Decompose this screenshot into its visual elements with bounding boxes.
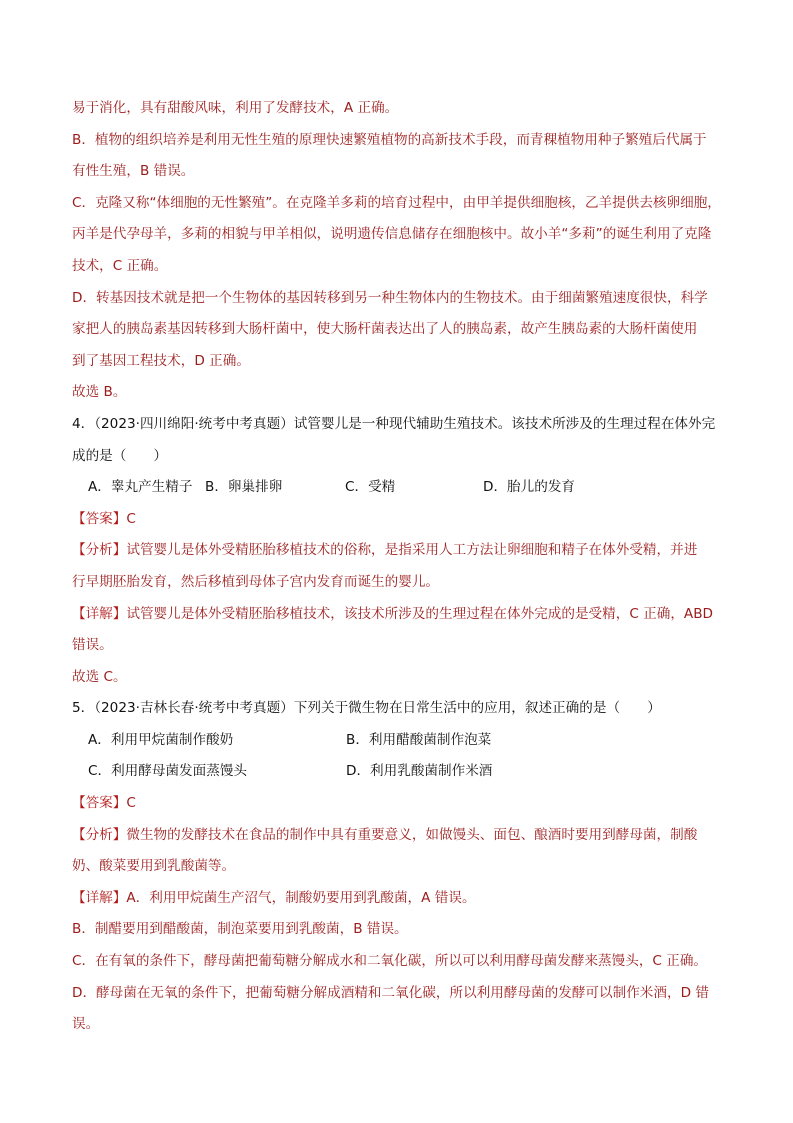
q4-detail-tag: 【详解】 bbox=[72, 605, 127, 622]
q5-detail-line-1 bbox=[72, 888, 724, 909]
q5-options-row-2 bbox=[72, 761, 724, 782]
q3-line-1: 易于消化，具有甜酸风味，利用了发酵技术，A 正确。 bbox=[72, 100, 399, 116]
q3-line-2: B．植物的组织培养是利用无性生殖的原理快速繁殖植物的高新技术手段，而青稞植物用种子繁殖后代属于 bbox=[72, 131, 707, 148]
q3-line-4: C．克隆又称“体细胞的无性繁殖”。在克隆羊多莉的培育过程中，由甲羊提供细胞核，乙羊提供去核卵细胞， bbox=[72, 194, 721, 211]
q5-detail-line-3: C．在有氧的条件下，酵母菌把葡萄糖分解成水和二氧化碳，所以可以利用酵母菌发酵来蒸馒头，C 正确。 bbox=[72, 953, 708, 970]
q4-stem-line-1: 4．（2023·四川绵阳·统考中考真题）试管婴儿是一种现代辅助生殖技术。该技术所涉及的生理过程在体外完 bbox=[72, 415, 716, 432]
q4-answer-value: C bbox=[126, 510, 136, 527]
q4-options bbox=[72, 477, 724, 498]
q3-conclusion: 故选 B。 bbox=[72, 384, 127, 401]
question-5 bbox=[72, 698, 724, 1035]
q4-analysis-tag: 【分析】 bbox=[72, 542, 127, 559]
q4-conclusion: 故选 C。 bbox=[72, 668, 127, 685]
q5-detail-line-2: B．制醋要用到醋酸菌，制泡菜要用到乳酸菌，B 错误。 bbox=[72, 921, 408, 938]
q5-stem: 5．（2023·吉林长春·统考中考真题）下列关于微生物在日常生活中的应用，叙述正确的是（ ） bbox=[72, 700, 661, 717]
q5-answer bbox=[72, 793, 724, 814]
q5-options-row-1 bbox=[72, 730, 724, 751]
q3-line-9: 到了基因工程技术，D 正确。 bbox=[72, 352, 250, 369]
q4-option-a: A．睾丸产生精子 bbox=[88, 479, 193, 496]
q4-analysis-line-1 bbox=[72, 540, 724, 561]
q5-detail-text-1: A．利用甲烷菌生产沼气，制酸奶要用到乳酸菌，A 错误。 bbox=[126, 889, 476, 906]
q5-analysis-tag: 【分析】 bbox=[72, 826, 127, 843]
q5-option-a: A．利用甲烷菌制作酸奶 bbox=[88, 731, 234, 748]
q5-analysis-line-2: 奶、酸菜要用到乳酸菌等。 bbox=[72, 858, 236, 875]
q3-line-6: 技术，C 正确。 bbox=[72, 257, 168, 274]
q3-line-8: 家把人的胰岛素基因转移到大肠杆菌中，使大肠杆菌表达出了人的胰岛素，故产生胰岛素的大肠杆菌使用 bbox=[72, 321, 698, 338]
q4-analysis-line-2: 行早期胚胎发育，然后移植到母体子宫内发育而诞生的婴儿。 bbox=[72, 573, 440, 590]
q3-line-5: 丙羊是代孕母羊，多莉的相貌与甲羊相似，说明遗传信息储存在细胞核中。故小羊“多莉”的诞生利用了克隆 bbox=[72, 226, 712, 243]
q5-option-d: D．利用乳酸菌制作米酒 bbox=[346, 763, 493, 780]
question-4 bbox=[72, 414, 724, 688]
q5-analysis-text-1: 微生物的发酵技术在食品的制作中具有重要意义，如做馒头、面包、酿酒时要用到酵母菌，制酸 bbox=[126, 826, 698, 843]
q5-option-c: C．利用酵母菌发面蒸馒头 bbox=[88, 763, 248, 780]
q3-line-3: 有性生殖，B 错误。 bbox=[72, 163, 195, 180]
document-page bbox=[72, 98, 724, 1046]
q4-stem-line-2: 成的是（ ） bbox=[72, 447, 168, 464]
q4-detail-line-2: 错误。 bbox=[72, 637, 113, 654]
q3-explanation bbox=[72, 98, 724, 403]
q4-answer-tag: 【答案】 bbox=[72, 510, 127, 527]
q4-option-d: D．胎儿的发育 bbox=[483, 479, 576, 496]
q5-option-b: B．利用醋酸菌制作泡菜 bbox=[346, 731, 492, 748]
q4-option-b: B．卵巢排卵 bbox=[205, 479, 283, 496]
q4-detail-line-1 bbox=[72, 604, 724, 625]
q4-answer bbox=[72, 509, 724, 530]
q4-option-c: C．受精 bbox=[345, 479, 396, 496]
q3-line-7: D．转基因技术就是把一个生物体的基因转移到另一种生物体内的生物技术。由于细菌繁殖速度很快，科学 bbox=[72, 289, 708, 306]
q5-answer-tag: 【答案】 bbox=[72, 795, 127, 812]
q5-analysis-line-1 bbox=[72, 825, 724, 846]
q5-detail-line-4: D．酵母菌在无氧的条件下，把葡萄糖分解成酒精和二氧化碳，所以利用酵母菌的发酵可以制作米酒，D 错 bbox=[72, 984, 709, 1001]
q5-detail-line-5: 误。 bbox=[72, 1016, 100, 1033]
q5-answer-value: C bbox=[126, 795, 136, 812]
q4-analysis-text-1: 试管婴儿是体外受精胚胎移植技术的俗称，是指采用人工方法让卵细胞和精子在体外受精，并进 bbox=[126, 542, 698, 559]
q4-detail-text-1: 试管婴儿是体外受精胚胎移植技术，该技术所涉及的生理过程在体外完成的是受精，C 正确，ABD bbox=[126, 605, 714, 622]
q5-detail-tag: 【详解】 bbox=[72, 889, 127, 906]
